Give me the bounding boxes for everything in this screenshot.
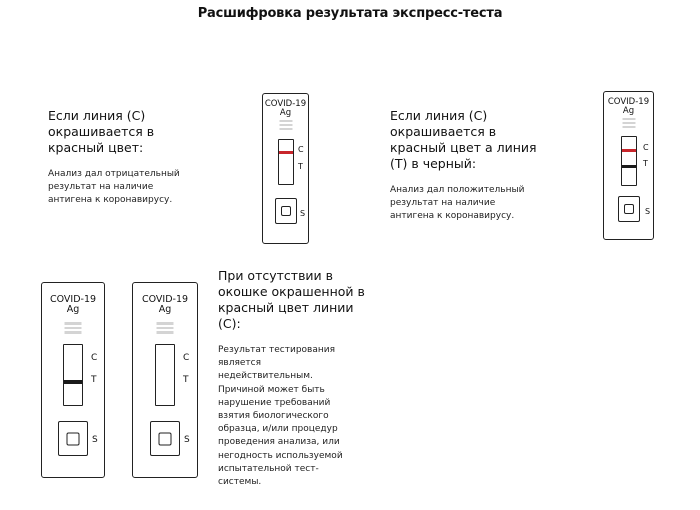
control-mark: C <box>643 143 649 152</box>
control-mark: C <box>183 353 190 363</box>
negative-result-text: Анализ дал отрицательный результат на наличие антигена к коронавирусу. <box>48 169 180 205</box>
invalid-result-text: Результат тестирования является недействительным. Причиной может быть нарушение требований взятия биологического образца, и/или процедур проведения анализа, или негодность используемой испытательной тест- системы. <box>218 345 343 488</box>
test-cassette-invalid-2 <box>132 282 198 478</box>
negative-result-heading: Если линия (С) окрашивается в красный цвет: <box>48 108 155 155</box>
sample-mark: S <box>92 435 98 445</box>
grip-lines <box>157 322 174 336</box>
sample-well <box>618 196 640 222</box>
positive-result-section <box>390 108 590 223</box>
test-line <box>622 165 636 168</box>
sample-mark: S <box>184 435 190 445</box>
sample-mark: S <box>645 207 651 216</box>
test-mark: T <box>298 162 303 171</box>
result-window <box>63 344 83 406</box>
test-mark: T <box>643 159 648 168</box>
result-window <box>155 344 175 406</box>
test-cassette-invalid-1 <box>41 282 105 478</box>
sample-mark: S <box>300 209 306 218</box>
result-window <box>278 139 294 185</box>
sample-well <box>275 198 297 224</box>
test-mark: T <box>91 375 97 385</box>
cassette-label: COVID-19 Ag <box>49 294 97 315</box>
control-line <box>622 149 636 152</box>
control-mark: C <box>91 353 98 363</box>
test-line <box>64 380 82 384</box>
invalid-result-section <box>218 268 393 489</box>
grip-lines <box>622 118 635 130</box>
cassette-label: COVID-19 Ag <box>264 99 307 118</box>
positive-result-heading: Если линия (С) окрашивается в красный цвет а линия (Т) в черный: <box>390 108 537 171</box>
cassette-label: COVID-19 Ag <box>607 97 650 116</box>
test-mark: T <box>183 375 189 385</box>
grip-lines <box>65 322 82 336</box>
test-cassette-negative <box>262 93 309 244</box>
result-window <box>621 136 637 186</box>
control-mark: C <box>298 145 304 154</box>
invalid-result-heading: При отсутствии в окошке окрашенной в красный цвет линии (С): <box>218 268 365 331</box>
sample-well <box>150 421 180 456</box>
positive-result-text: Анализ дал положительный результат на наличие антигена к коронавирусу. <box>390 185 525 221</box>
sample-well <box>58 421 88 456</box>
test-cassette-positive <box>603 91 654 240</box>
control-line <box>279 151 293 154</box>
grip-lines <box>279 120 292 132</box>
cassette-label: COVID-19 Ag <box>141 294 189 315</box>
negative-result-section <box>48 108 248 207</box>
page-title: Расшифровка результата экспресс-теста <box>197 6 503 21</box>
